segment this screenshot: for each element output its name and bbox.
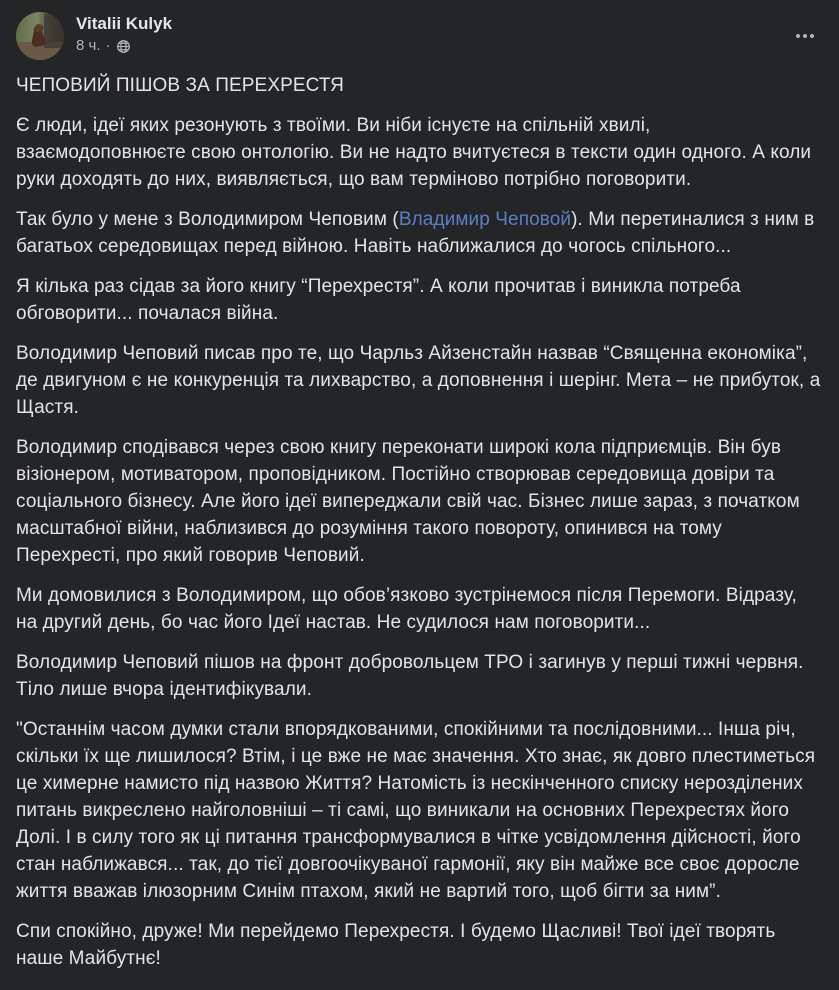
post-paragraph: Спи спокійно, друже! Ми перейдемо Перехрестя. І будемо Щасливі! Твої ідеї творять наше Майбутнє! — [16, 921, 776, 969]
avatar[interactable] — [16, 12, 64, 60]
post-paragraph — [16, 206, 823, 260]
post-body — [0, 66, 839, 990]
post-paragraph: Володимир Чеповий писав про те, що Чарльз Айзенстайн назвав “Священна економіка”, де двигуном є не конкуренція та лихварство, а доповнення і шерінг. Мета – не прибуток, а Щастя. — [16, 343, 821, 418]
paragraph-text: ). Ми перетиналися з ним в багатьох середовищах перед війною. Навіть наближалися до чогось спільного... — [16, 209, 815, 257]
author-name[interactable]: Vitalii Kulyk — [76, 14, 173, 33]
profile-link[interactable]: Владимир Чеповой — [398, 209, 572, 230]
post-meta-row — [76, 37, 172, 55]
timestamp[interactable]: 8 ч. — [76, 37, 101, 54]
post-header — [0, 0, 839, 66]
post-title: ЧЕПОВИЙ ПІШОВ ЗА ПЕРЕХРЕСТЯ — [16, 75, 344, 96]
meta-separator: · — [105, 37, 111, 54]
more-options-button[interactable] — [787, 18, 823, 54]
post-paragraph: Володимир сподівався через свою книгу переконати широкі кола підприємців. Він був візіонером, мотиватором, проповідником. Постійно створював середовища довіри та соціального бізнесу. Але його ідеї випереджали свій час. Бізнес лише зараз, з початком масштабної війни, наблизився до розуміння такого повороту, опинився на тому Перехресті, про який говорив Чеповий. — [16, 437, 800, 566]
ellipsis-icon — [803, 34, 807, 38]
post-paragraph: Володимир Чеповий пішов на фронт добровольцем ТРО і загинув у перші тижні червня. Тіло лише вчора ідентифікували. — [16, 652, 804, 700]
profile-photo-placeholder — [16, 12, 64, 60]
globe-icon — [116, 39, 131, 54]
header-meta — [76, 12, 172, 55]
post-paragraph: Ми домовилися з Володимиром, що обов’язково зустрінемося після Перемоги. Відразу, на другий день, бо час його Ідеї настав. Не судилося нам поговорити... — [16, 585, 797, 633]
post-paragraph: Є люди, ідеї яких резонують з твоїми. Ви ніби існуєте на спільній хвилі, взаємодоповнюєте свою онтологію. Ви не надто вчитуєтеся в тексти один одного. А коли руки доходять до них, виявляється, що вам терміново потрібно поговорити. — [16, 115, 812, 190]
post-paragraph: Я кілька раз сідав за його книгу “Перехрестя”. А коли прочитав і виникла потреба обговорити... почалася війна. — [16, 276, 741, 324]
post-paragraph: "Останнім часом думки стали впорядкованими, спокійними та послідовними... Інша річ, скільки їх ще лишилося? Втім, і це вже не має значення. Хто знає, як довго плестиметься це химерне намисто під назвою Життя? Натомість із нескінченного списку нерозділених питань викреслено найголовніші – ті самі, що виникали на основних Перехрестях його Долі. І в силу того як ці питання трансформувалися в чітке усвідомлення дійсності, його стан наближався... так, до тієї довгоочікуваної гармонії, яку він майже все своє доросле життя вважав ілюзорним Синім птахом, який не вартий того, щоб бігти за ним”. — [16, 719, 816, 902]
paragraph-text: Так було у мене з Володимиром Чеповим ( — [16, 209, 399, 230]
